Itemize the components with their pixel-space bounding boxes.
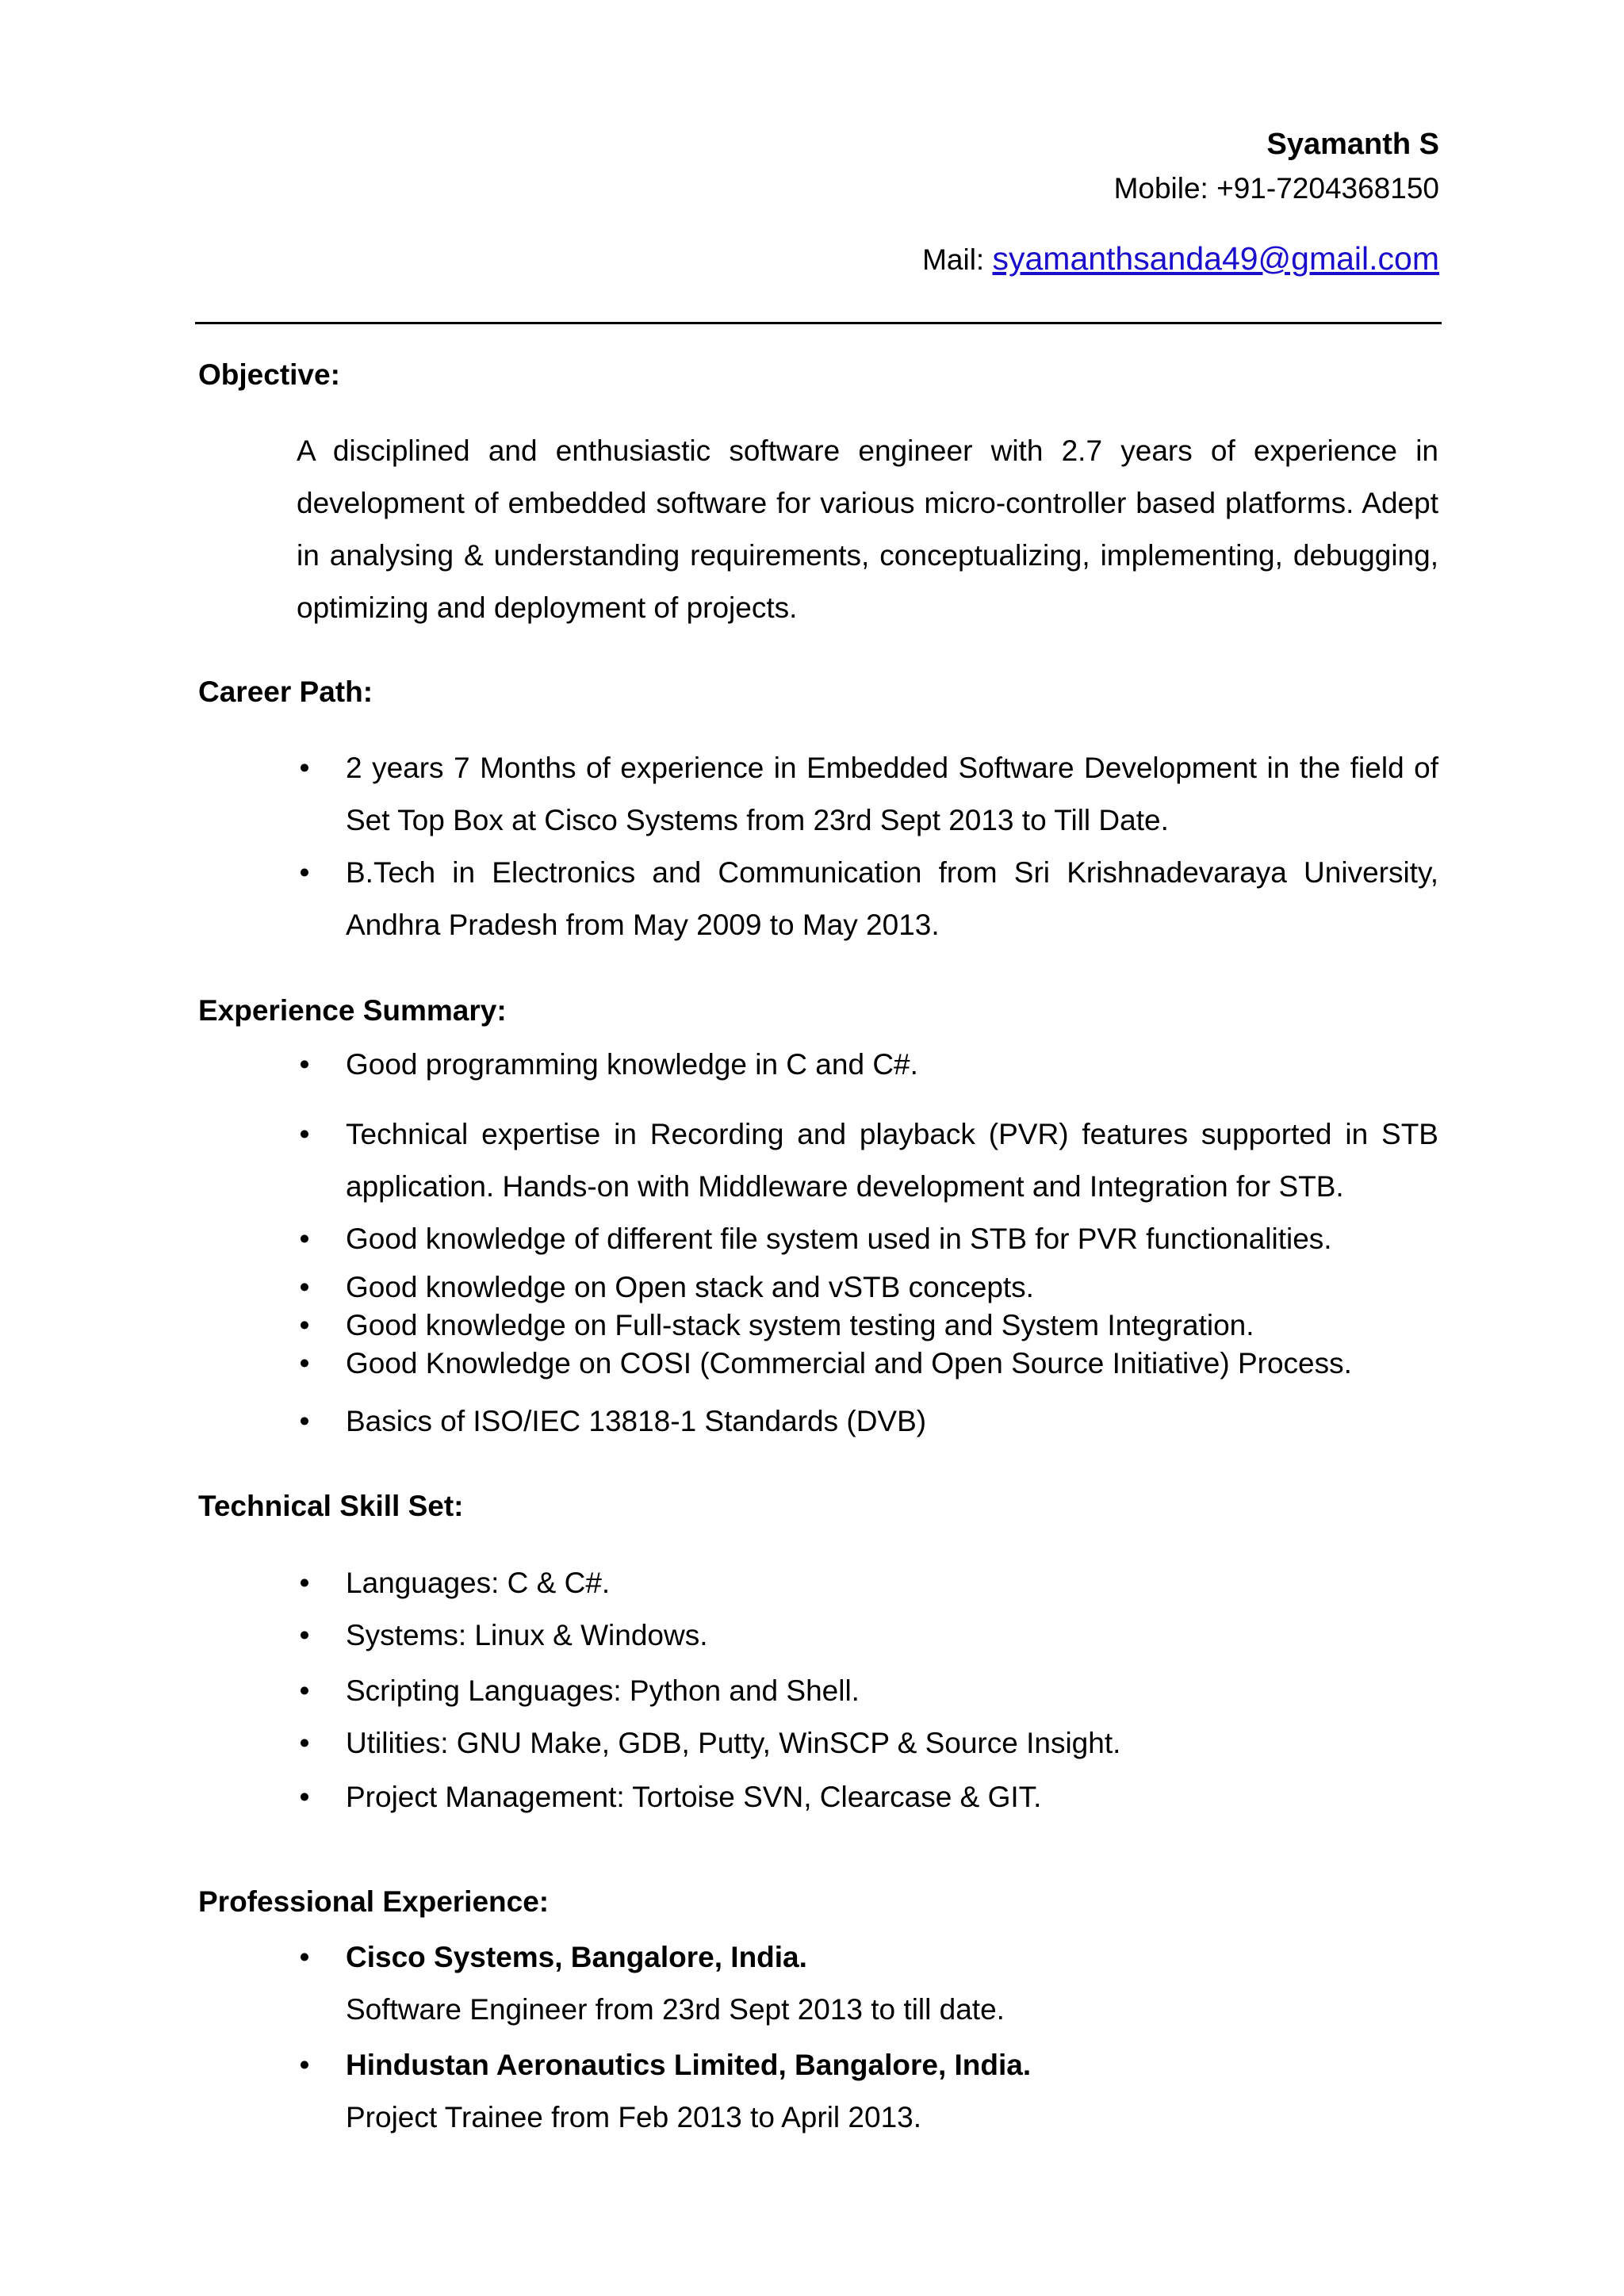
bullet-icon: • [299, 1347, 310, 1380]
bullet-icon: • [299, 1223, 310, 1255]
bullet-icon: • [299, 2049, 310, 2081]
objective-heading: Objective: [198, 358, 340, 391]
list-item: • Utilities: GNU Make, GDB, Putty, WinSCP & Source Insight. [297, 1717, 1438, 1770]
bullet-icon: • [299, 1118, 310, 1150]
career-path-heading: Career Path: [198, 675, 373, 708]
bullet-icon: • [299, 1309, 310, 1341]
role-description: Project Trainee from Feb 2013 to April 2013. [346, 2101, 922, 2133]
experience-summary-heading: Experience Summary: [198, 994, 507, 1027]
professional-experience-list [297, 1931, 1438, 2144]
contact-header [922, 124, 1439, 281]
list-item: • Project Management: Tortoise SVN, Clearcase & GIT. [297, 1771, 1438, 1823]
bullet-icon: • [299, 1271, 310, 1303]
email-link[interactable]: syamanthsanda49@gmail.com [992, 240, 1439, 277]
list-item: • B.Tech in Electronics and Communication from Sri Krishnadevaraya University, Andhra Pradesh from May 2009 to May 2013. [297, 847, 1438, 951]
list-item: • Scripting Languages: Python and Shell. [297, 1665, 1438, 1717]
professional-experience-heading: Professional Experience: [198, 1885, 550, 1918]
career-path-list [297, 742, 1438, 951]
candidate-name: Syamanth S [1266, 128, 1439, 161]
list-item: • Good knowledge of different file system used in STB for PVR functionalities. [297, 1213, 1438, 1265]
experience-summary-list [297, 1039, 1438, 1448]
mobile-label: Mobile: [1113, 172, 1208, 205]
header-divider [195, 322, 1442, 324]
list-item: • 2 years 7 Months of experience in Embedded Software Development in the field of Set Top Box at Cisco Systems from 23rd Sept 2013 to Till Date. [297, 742, 1438, 847]
bullet-icon: • [299, 1619, 310, 1651]
mobile-line [922, 168, 1439, 209]
list-item: • Systems: Linux & Windows. [297, 1609, 1438, 1662]
bullet-icon: • [299, 1941, 310, 1973]
company-name: Hindustan Aeronautics Limited, Bangalore, India. [346, 2049, 1032, 2081]
list-item: • Good programming knowledge in C and C#. [297, 1039, 1438, 1091]
list-item: • Good knowledge on Open stack and vSTB concepts. [297, 1269, 1438, 1307]
company-name: Cisco Systems, Bangalore, India. [346, 1941, 807, 1973]
bullet-icon: • [299, 1727, 310, 1759]
role-description: Software Engineer from 23rd Sept 2013 to till date. [346, 1993, 1005, 2026]
mail-line [922, 238, 1439, 281]
list-item [297, 1931, 1438, 2036]
list-item [297, 2039, 1438, 2144]
bullet-icon: • [299, 752, 310, 784]
technical-skills-list [297, 1557, 1438, 1823]
mobile-number: +91-7204368150 [1216, 172, 1439, 205]
bullet-icon: • [299, 1781, 310, 1813]
bullet-icon: • [299, 1405, 310, 1437]
bullet-icon: • [299, 1567, 310, 1599]
list-item: • Languages: C & C#. [297, 1557, 1438, 1609]
mail-label: Mail: [922, 243, 985, 276]
list-item: • Basics of ISO/IEC 13818-1 Standards (DVB) [297, 1395, 1438, 1448]
list-item: • Technical expertise in Recording and playback (PVR) features supported in STB application. Hands-on with Middleware development and Integration for STB. [297, 1108, 1438, 1213]
list-item: • Good Knowledge on COSI (Commercial and Open Source Initiative) Process. [297, 1345, 1438, 1383]
objective-text: A disciplined and enthusiastic software engineer with 2.7 years of experience in development of embedded software for various micro-controller based platforms. Adept in analysing & understanding requirements, conceptualizing, implementing, debugging, optimizing and deployment of projects. [297, 434, 1438, 624]
technical-skills-heading: Technical Skill Set: [198, 1490, 464, 1522]
bullet-icon: • [299, 1674, 310, 1707]
list-item: • Good knowledge on Full-stack system testing and System Integration. [297, 1307, 1438, 1345]
bullet-icon: • [299, 856, 310, 889]
bullet-icon: • [299, 1048, 310, 1081]
